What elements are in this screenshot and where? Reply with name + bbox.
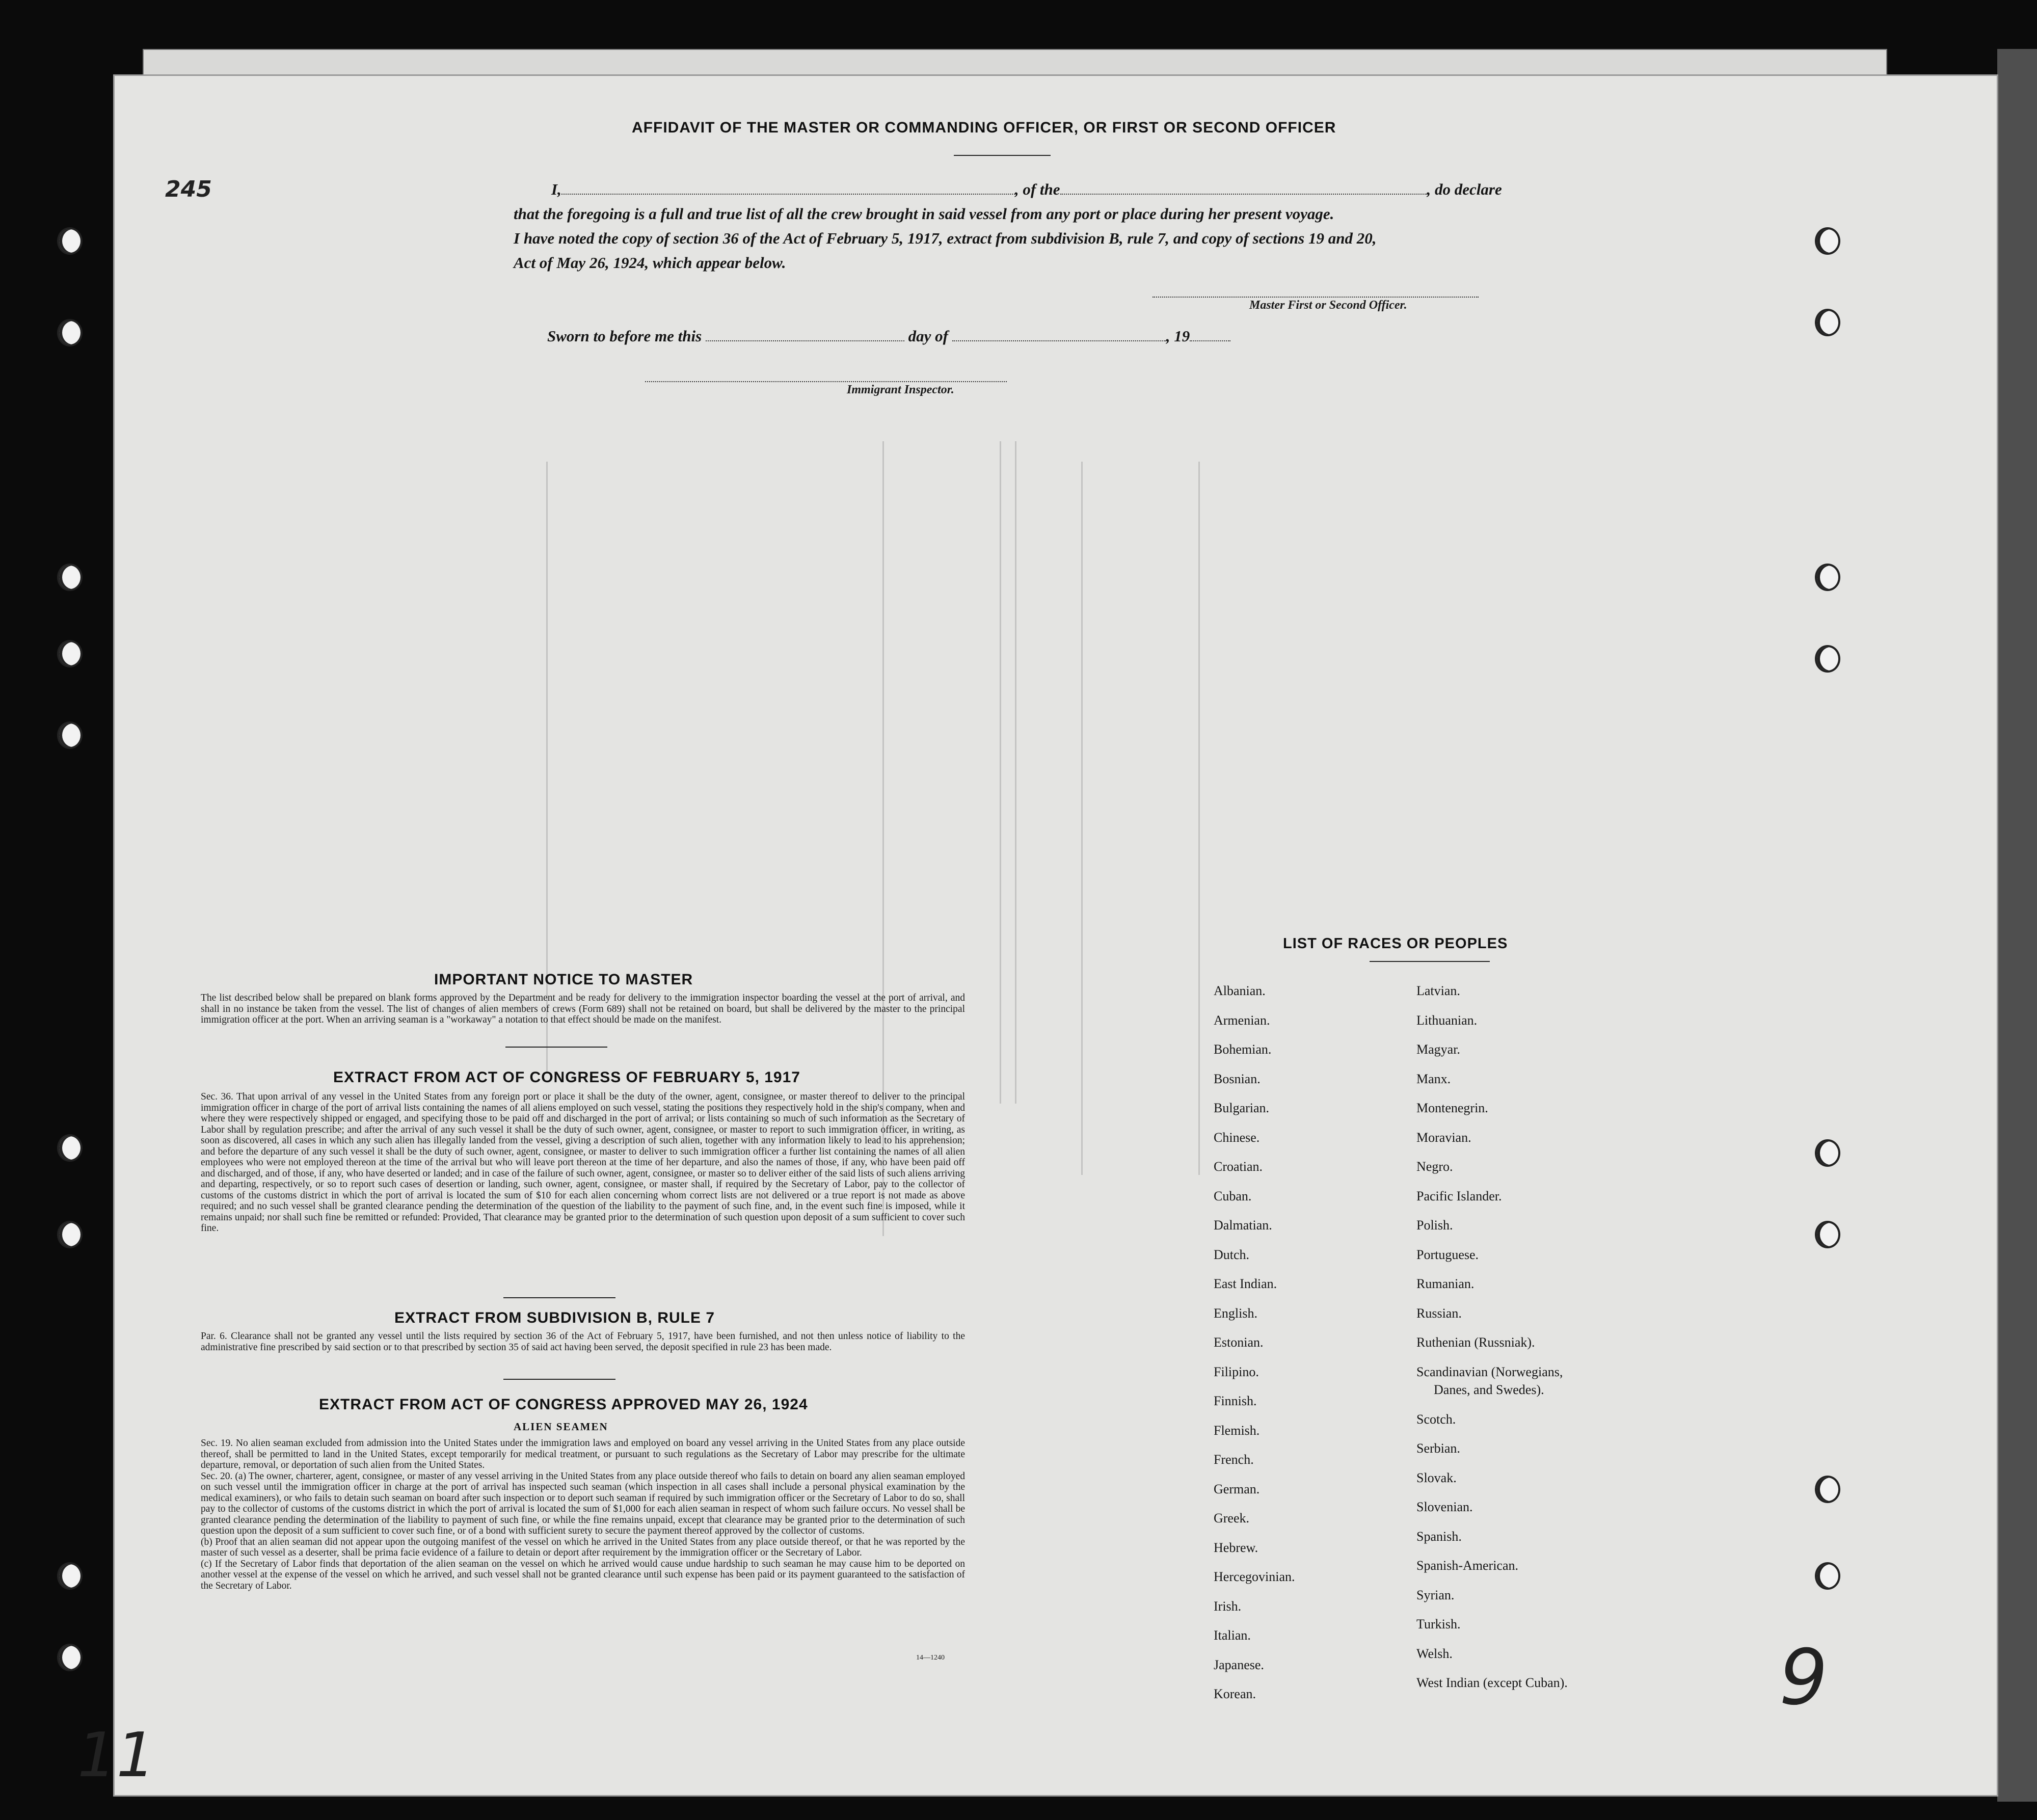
- race-item: Scandinavian (Norwegians,: [1416, 1364, 1563, 1379]
- handwritten-page-number: 9: [1779, 1634, 1828, 1722]
- race-item: Flemish.: [1214, 1423, 1260, 1438]
- race-item: Latvian.: [1416, 983, 1460, 998]
- race-item: Scotch.: [1416, 1411, 1456, 1427]
- race-item: Turkish.: [1416, 1617, 1461, 1631]
- affidavit-title: AFFIDAVIT OF THE MASTER OR COMMANDING OFFICER, OR FIRST OR SECOND OFFICER: [632, 119, 1336, 136]
- race-item: Slovak.: [1416, 1470, 1457, 1485]
- vessel-name-field[interactable]: [1060, 192, 1427, 195]
- alien-seamen-subtitle: ALIEN SEAMEN: [514, 1421, 608, 1433]
- rule7-title: EXTRACT FROM SUBDIVISION B, RULE 7: [394, 1309, 715, 1326]
- hole-punch-icon: [57, 564, 83, 591]
- races-right-column: [1416, 976, 1568, 1698]
- race-item: Bosnian.: [1214, 1071, 1261, 1086]
- hole-punch-icon: [1815, 564, 1840, 591]
- section-rule: [503, 1379, 615, 1380]
- inspector-signature-line[interactable]: [645, 379, 1007, 382]
- bleed-rule: [1015, 441, 1016, 1104]
- race-item: Magyar.: [1416, 1042, 1460, 1057]
- extract-1917-title: EXTRACT FROM ACT OF CONGRESS OF FEBRUARY 5, 1917: [333, 1069, 800, 1086]
- section-rule: [503, 1297, 615, 1298]
- race-item: Bohemian.: [1214, 1042, 1272, 1057]
- bleed-rule: [1198, 462, 1200, 1175]
- race-item: Pacific Islander.: [1416, 1188, 1502, 1203]
- hole-punch-icon: [1815, 227, 1840, 255]
- declaration-end: , do declare: [1427, 180, 1502, 198]
- race-item: Finnish.: [1214, 1394, 1257, 1408]
- race-item: Korean.: [1214, 1687, 1256, 1701]
- hole-punch-icon: [57, 640, 83, 667]
- race-item: Dalmatian.: [1214, 1218, 1272, 1233]
- hole-punch-icon: [57, 1562, 83, 1590]
- race-item: Filipino.: [1214, 1364, 1259, 1379]
- extract-1924-title: EXTRACT FROM ACT OF CONGRESS APPROVED MAY 26, 1924: [319, 1396, 808, 1413]
- sec20a-text: Sec. 20. (a) The owner, charterer, agent, consignee, or master of any vessel arriving in the United States from any place outside thereof who fails to detain on board any alien seaman employed on such vessel until the immigration officer in charge at the port of arrival has inspected such seaman (which inspection in all cases shall include a personal physical examination by the medical examiners), or who fails to detain such seaman on board after such inspection or to deport such seaman if required by such immigration officer or the Secretary of Labor to do so, shall pay to the collector of customs of the customs district in which the port of arrival is located the sum of $1,000 for each alien seaman in respect of whom such failure occurs. No vessel shall be granted clearance pending the determination of the liability to payment of such fine, or while the fine remains unpaid, except that clearance may be granted prior to the determination of such question upon the deposit of a sum sufficient to cover such fine, or of a bond with sufficient surety to secure the payment thereof approved by the collector of customs.: [201, 1470, 965, 1536]
- sec19-text: Sec. 19. No alien seaman excluded from admission into the United States under the immigration laws and employed on board any vessel arriving in the United States from any place outside thereof, shall be permitted to land in the United States, except temporarily for medical treatment, or pursuant to such regulations as the Secretary of Labor may prescribe for the ultimate departure, removal, or deportation of such alien from the United States.: [201, 1438, 965, 1470]
- notice-title: IMPORTANT NOTICE TO MASTER: [434, 971, 693, 988]
- declaration-line-4: Act of May 26, 1924, which appear below.: [514, 254, 786, 272]
- race-item: Montenegrin.: [1416, 1101, 1488, 1115]
- section-rule: [505, 1047, 607, 1048]
- race-item: Italian.: [1214, 1628, 1251, 1643]
- declaration-line-1: [551, 180, 1502, 199]
- master-signature-line[interactable]: [1152, 295, 1479, 298]
- race-item: Albanian.: [1214, 983, 1266, 998]
- race-item: French.: [1214, 1452, 1254, 1467]
- race-item: Manx.: [1416, 1071, 1451, 1086]
- race-item: Japanese.: [1214, 1657, 1264, 1672]
- notice-text: The list described below shall be prepared on blank forms approved by the Department and be ready for delivery to the immigration inspector boarding the vessel at the port of arrival, and shall in no instance be taken from the vessel. The list of changes of alien members of crews (Form 689) shall not be retained on board, but shall be delivered by the master to the principal immigration officer at the port. When an arriving seaman is a "workaway" a notation to that effect should be made on the manifest.: [201, 993, 965, 1025]
- race-item: Bulgarian.: [1214, 1101, 1270, 1115]
- race-item: Russian.: [1416, 1305, 1462, 1321]
- race-item: Spanish-American.: [1416, 1558, 1519, 1573]
- sworn-day-field[interactable]: [706, 338, 904, 341]
- race-item: Spanish.: [1416, 1529, 1462, 1544]
- hole-punch-icon: [57, 1221, 83, 1248]
- race-item: Welsh.: [1416, 1646, 1453, 1661]
- rule7-text: Par. 6. Clearance shall not be granted any vessel until the lists required by section 36 of the Act of February 5, 1917, have been furnished, and not then unless notice of liability to the administrative fine prescribed by said section or to that prescribed by section 35 of said act having been served, the deposit specified in rule 23 has been made.: [201, 1331, 965, 1353]
- handwritten-number-mark: 245: [165, 176, 212, 202]
- sworn-line: [547, 327, 1230, 345]
- hole-punch-icon: [57, 319, 83, 346]
- race-item: Chinese.: [1214, 1130, 1260, 1145]
- race-item: Hercegovinian.: [1214, 1569, 1295, 1584]
- title-rule: [954, 155, 1051, 156]
- race-item: German.: [1214, 1481, 1260, 1496]
- hole-punch-icon: [1815, 1139, 1840, 1167]
- master-signature-label: Master First or Second Officer.: [1249, 299, 1407, 312]
- race-item: Lithuanian.: [1416, 1012, 1478, 1028]
- sec20c-text: (c) If the Secretary of Labor finds that deportation of the alien seaman on the vessel on which he arrived would cause undue hardship to such seaman he may cause him to be deported on another vessel at the expense of the vessel on which he arrived, and such vessel shall not be granted clearance until such expense has been paid or its payment guaranteed to the satisfaction of the Secretary of Labor.: [201, 1558, 965, 1591]
- races-left-column: [1214, 976, 1295, 1709]
- handwritten-margin-mark: 11: [77, 1720, 155, 1791]
- race-item: Moravian.: [1416, 1130, 1471, 1145]
- race-item: Croatian.: [1214, 1159, 1263, 1174]
- sworn-year-field[interactable]: [1190, 338, 1230, 341]
- race-item: English.: [1214, 1305, 1257, 1321]
- race-item: Greek.: [1214, 1511, 1250, 1525]
- hole-punch-icon: [57, 1644, 83, 1671]
- declaration-of-the: , of the: [1014, 180, 1060, 198]
- race-item: Syrian.: [1416, 1587, 1455, 1602]
- inspector-label: Immigrant Inspector.: [847, 383, 954, 396]
- extract-1924-body: [201, 1438, 965, 1591]
- race-item: Ruthenian (Russniak).: [1416, 1335, 1535, 1350]
- hole-punch-icon: [57, 1134, 83, 1162]
- hole-punch-icon: [1815, 1221, 1840, 1248]
- bleed-rule: [1081, 462, 1083, 1175]
- races-title: LIST OF RACES OR PEOPLES: [1283, 935, 1508, 952]
- race-item: Irish.: [1214, 1598, 1242, 1614]
- hole-punch-icon: [57, 227, 83, 255]
- race-item: Serbian.: [1416, 1441, 1460, 1456]
- form-number: 14—1240: [916, 1654, 945, 1662]
- sworn-start: Sworn to before me this: [547, 327, 702, 345]
- declaration-start: I,: [551, 180, 561, 198]
- master-name-field[interactable]: [561, 192, 1015, 195]
- hole-punch-icon: [1815, 645, 1840, 673]
- extract-1917-text: Sec. 36. That upon arrival of any vessel in the United States from any foreign port or place it shall be the duty of the owner, agent, consignee, or master thereof to deliver to the principal immigration officer in charge of the port of arrival lists containing the names of all aliens employed on such vessel, stating the positions they respectively hold in the ship's company, when and where they were respectively shipped or engaged, and specifying those to be paid off and discharged in the port of arrival; or lists containing so much of such information as the Secretary of Labor shall by regulation prescribe; and after the arrival of any such vessel it shall be the duty of such owner, agent, consignee, or master to report to such immigration officer, in writing, as soon as discovered, all cases in which any such alien has illegally landed from the vessel, giving a description of such alien, together with any information likely to lead to his apprehension; and before the departure of any such vessel it shall be the duty of such owner, agent, consignee, or master to deliver to such immigration officer a further list containing the names of all alien employees who were not employed thereon at the time of the arrival but who will leave port thereon at the time of her departure, and also the names of those, if any, who have been paid off and discharged, and of those, if any, who have deserted or landed; and in case of the failure of such owner, agent, consignee, or master so to deliver either of the said lists of such aliens arriving and departing, respectively, or so to report such cases of desertion or landing, such owner, agent, consignee, or master shall, if required by the Secretary of Labor, pay to the collector of customs of the customs district in which the port of arrival is located the sum of $10 for each alien concerning whom correct lists are not delivered or a true report is not made as above required; and no such vessel shall be granted clearance pending the determination of the question of the liability to the payment of such fine, and, in the event such fine is imposed, while it remains unpaid; nor shall such fine be remitted or refunded: Provided, That clearance may be granted prior to the determination of such question upon deposit of a sum sufficient to cover such fine.: [201, 1091, 965, 1234]
- sec20b-text: (b) Proof that an alien seaman did not appear upon the outgoing manifest of the vessel on which he arrived in the United States from any place outside thereof, or that he was reported by the master of such vessel as a deserter, shall be prima facie evidence of a failure to detain or deport after requirement by the immigration officer or the Secretary of Labor.: [201, 1536, 965, 1558]
- race-item: Hebrew.: [1214, 1540, 1258, 1555]
- right-page-edge: [1997, 49, 2037, 1802]
- declaration-line-3: I have noted the copy of section 36 of the Act of February 5, 1917, extract from subdivision B, rule 7, and copy of sections 19 and 20,: [514, 229, 1377, 247]
- hole-punch-icon: [1815, 1476, 1840, 1503]
- race-item: Danes, and Swedes).: [1434, 1382, 1544, 1397]
- race-item: Portuguese.: [1416, 1247, 1479, 1262]
- hole-punch-icon: [1815, 1562, 1840, 1590]
- race-item: Dutch.: [1214, 1247, 1250, 1262]
- race-item: Slovenian.: [1416, 1500, 1473, 1514]
- race-item: Cuban.: [1214, 1188, 1252, 1203]
- hole-punch-icon: [57, 721, 83, 749]
- races-title-rule: [1370, 961, 1490, 962]
- affidavit-page: [77, 74, 1998, 1797]
- hole-punch-icon: [1815, 309, 1840, 336]
- race-item: Estonian.: [1214, 1335, 1264, 1350]
- bleed-rule: [1000, 441, 1001, 1104]
- sworn-month-field[interactable]: [952, 338, 1166, 341]
- sworn-year-prefix: , 19: [1166, 327, 1190, 345]
- sworn-day-of: day of: [908, 327, 948, 345]
- race-item: East Indian.: [1214, 1276, 1277, 1291]
- declaration-line-2: that the foregoing is a full and true list of all the crew brought in said vessel from any port or place during her present voyage.: [514, 205, 1334, 223]
- race-item: Negro.: [1416, 1159, 1453, 1174]
- race-item: Armenian.: [1214, 1012, 1270, 1028]
- race-item: West Indian (except Cuban).: [1416, 1675, 1568, 1690]
- race-item: Polish.: [1416, 1218, 1453, 1233]
- race-item: Rumanian.: [1416, 1276, 1475, 1291]
